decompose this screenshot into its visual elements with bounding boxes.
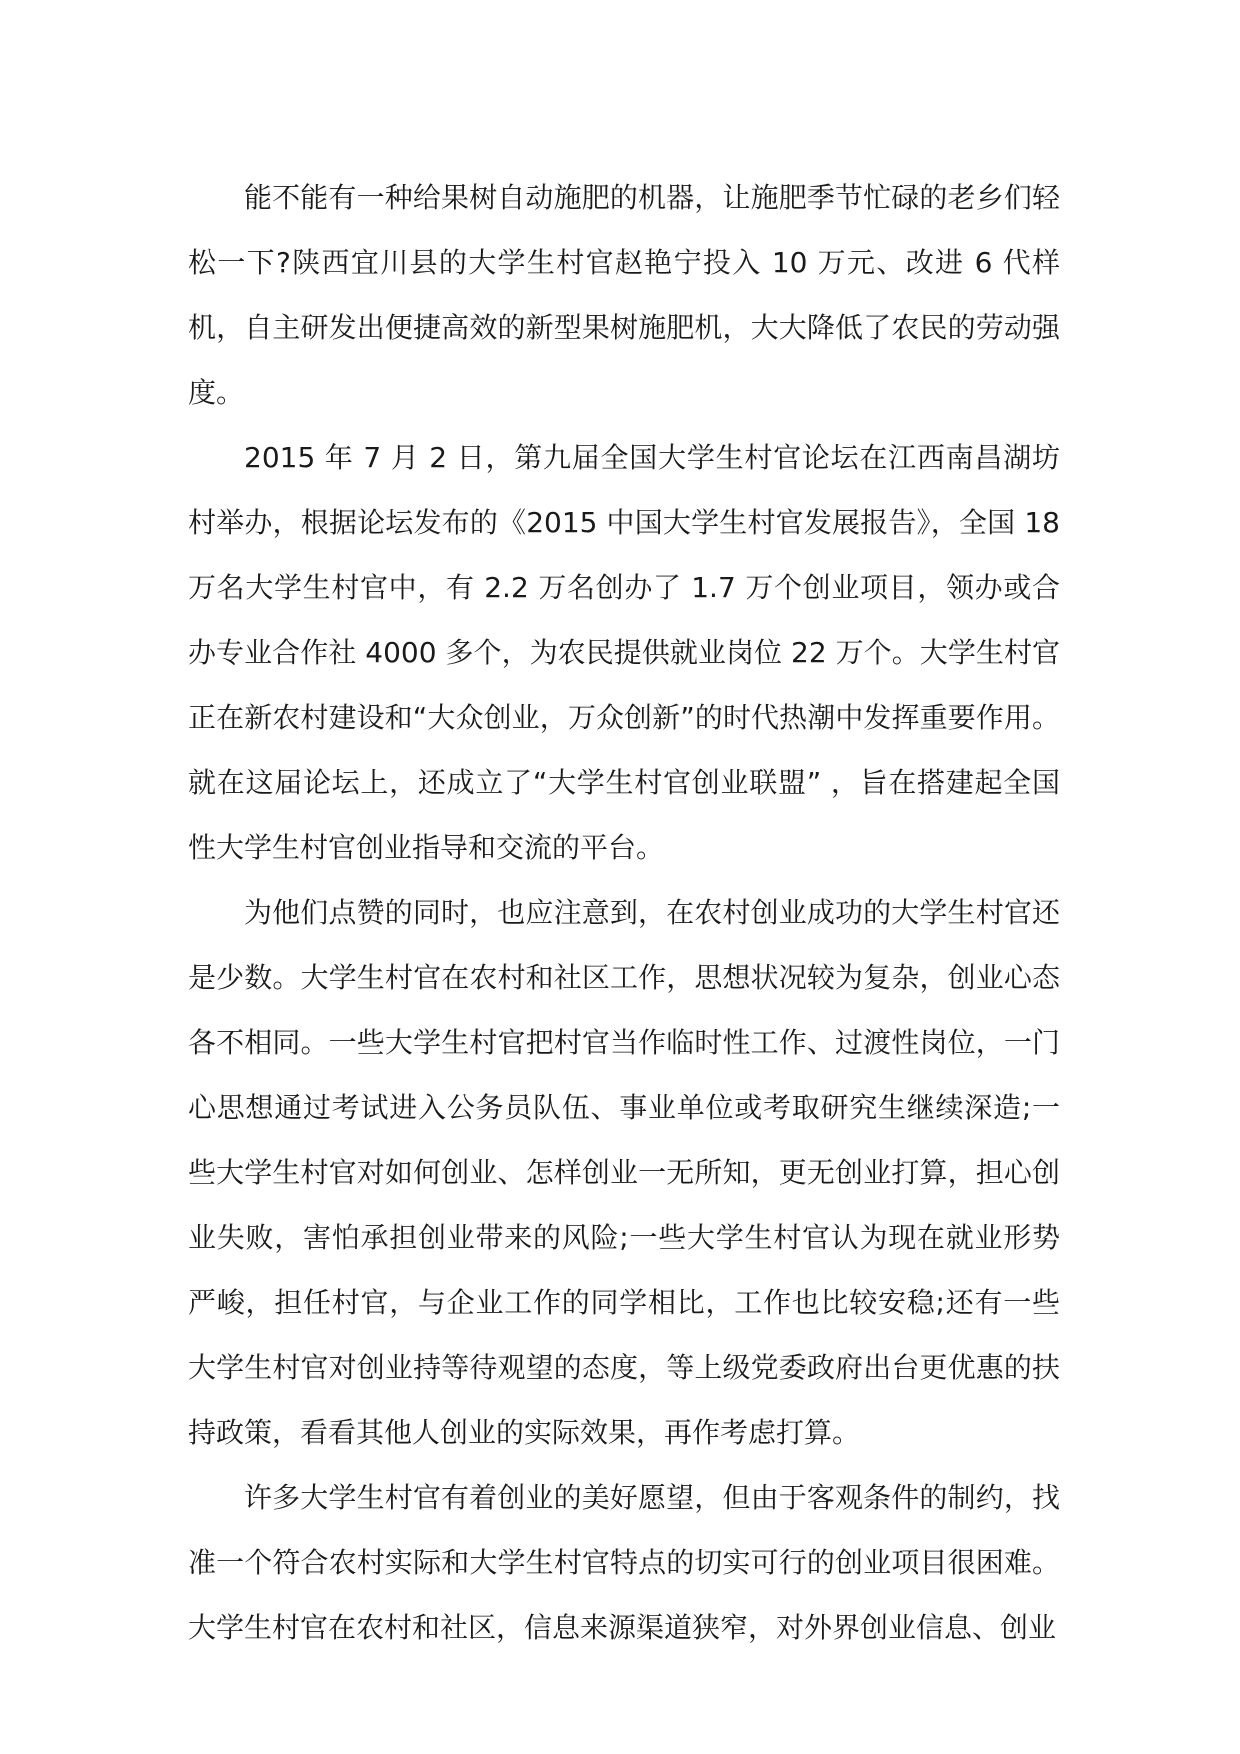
- document-body: [188, 165, 1060, 1660]
- paragraph-project-difficulty: 许多大学生村官有着创业的美好愿望，但由于客观条件的制约，找准一个符合农村实际和大学生村官特点的切实可行的创业项目很困难。大学生村官在农村和社区，信息来源渠道狭窄，对外界创业信息、创业: [188, 1481, 1060, 1644]
- paragraph-forum-report: 2015 年 7 月 2 日，第九届全国大学生村官论坛在江西南昌湖坊村举办，根据论坛发布的《2015 中国大学生村官发展报告》，全国 18 万名大学生村官中，有 2.2 万名创办了 1.7 万个创业项目，领办或合办专业合作社 4000 多个，为农民提供就业岗位 22 万个。大学生村官正在新农村建设和“大众创业，万众创新”的时代热潮中发挥重要作用。就在这届论坛上，还成立了“大学生村官创业联盟” ，旨在搭建起全国性大学生村官创业指导和交流的平台。: [188, 441, 1060, 864]
- paragraph-entrepreneurship-mindset: 为他们点赞的同时，也应注意到，在农村创业成功的大学生村官还是少数。大学生村官在农村和社区工作，思想状况较为复杂，创业心态各不相同。一些大学生村官把村官当作临时性工作、过渡性岗位，一门心思想通过考试进入公务员队伍、事业单位或考取研究生继续深造;一些大学生村官对如何创业、怎样创业一无所知，更无创业打算，担心创业失败，害怕承担创业带来的风险;一些大学生村官认为现在就业形势严峻，担任村官，与企业工作的同学相比，工作也比较安稳;还有一些大学生村官对创业持等待观望的态度，等上级党委政府出台更优惠的扶持政策，看看其他人创业的实际效果，再作考虑打算。: [188, 896, 1060, 1449]
- paragraph-fertilizer-machine: 能不能有一种给果树自动施肥的机器，让施肥季节忙碌的老乡们轻松一下?陕西宜川县的大学生村官赵艳宁投入 10 万元、改进 6 代样机，自主研发出便捷高效的新型果树施肥机，大大降低了农民的劳动强度。: [188, 181, 1060, 409]
